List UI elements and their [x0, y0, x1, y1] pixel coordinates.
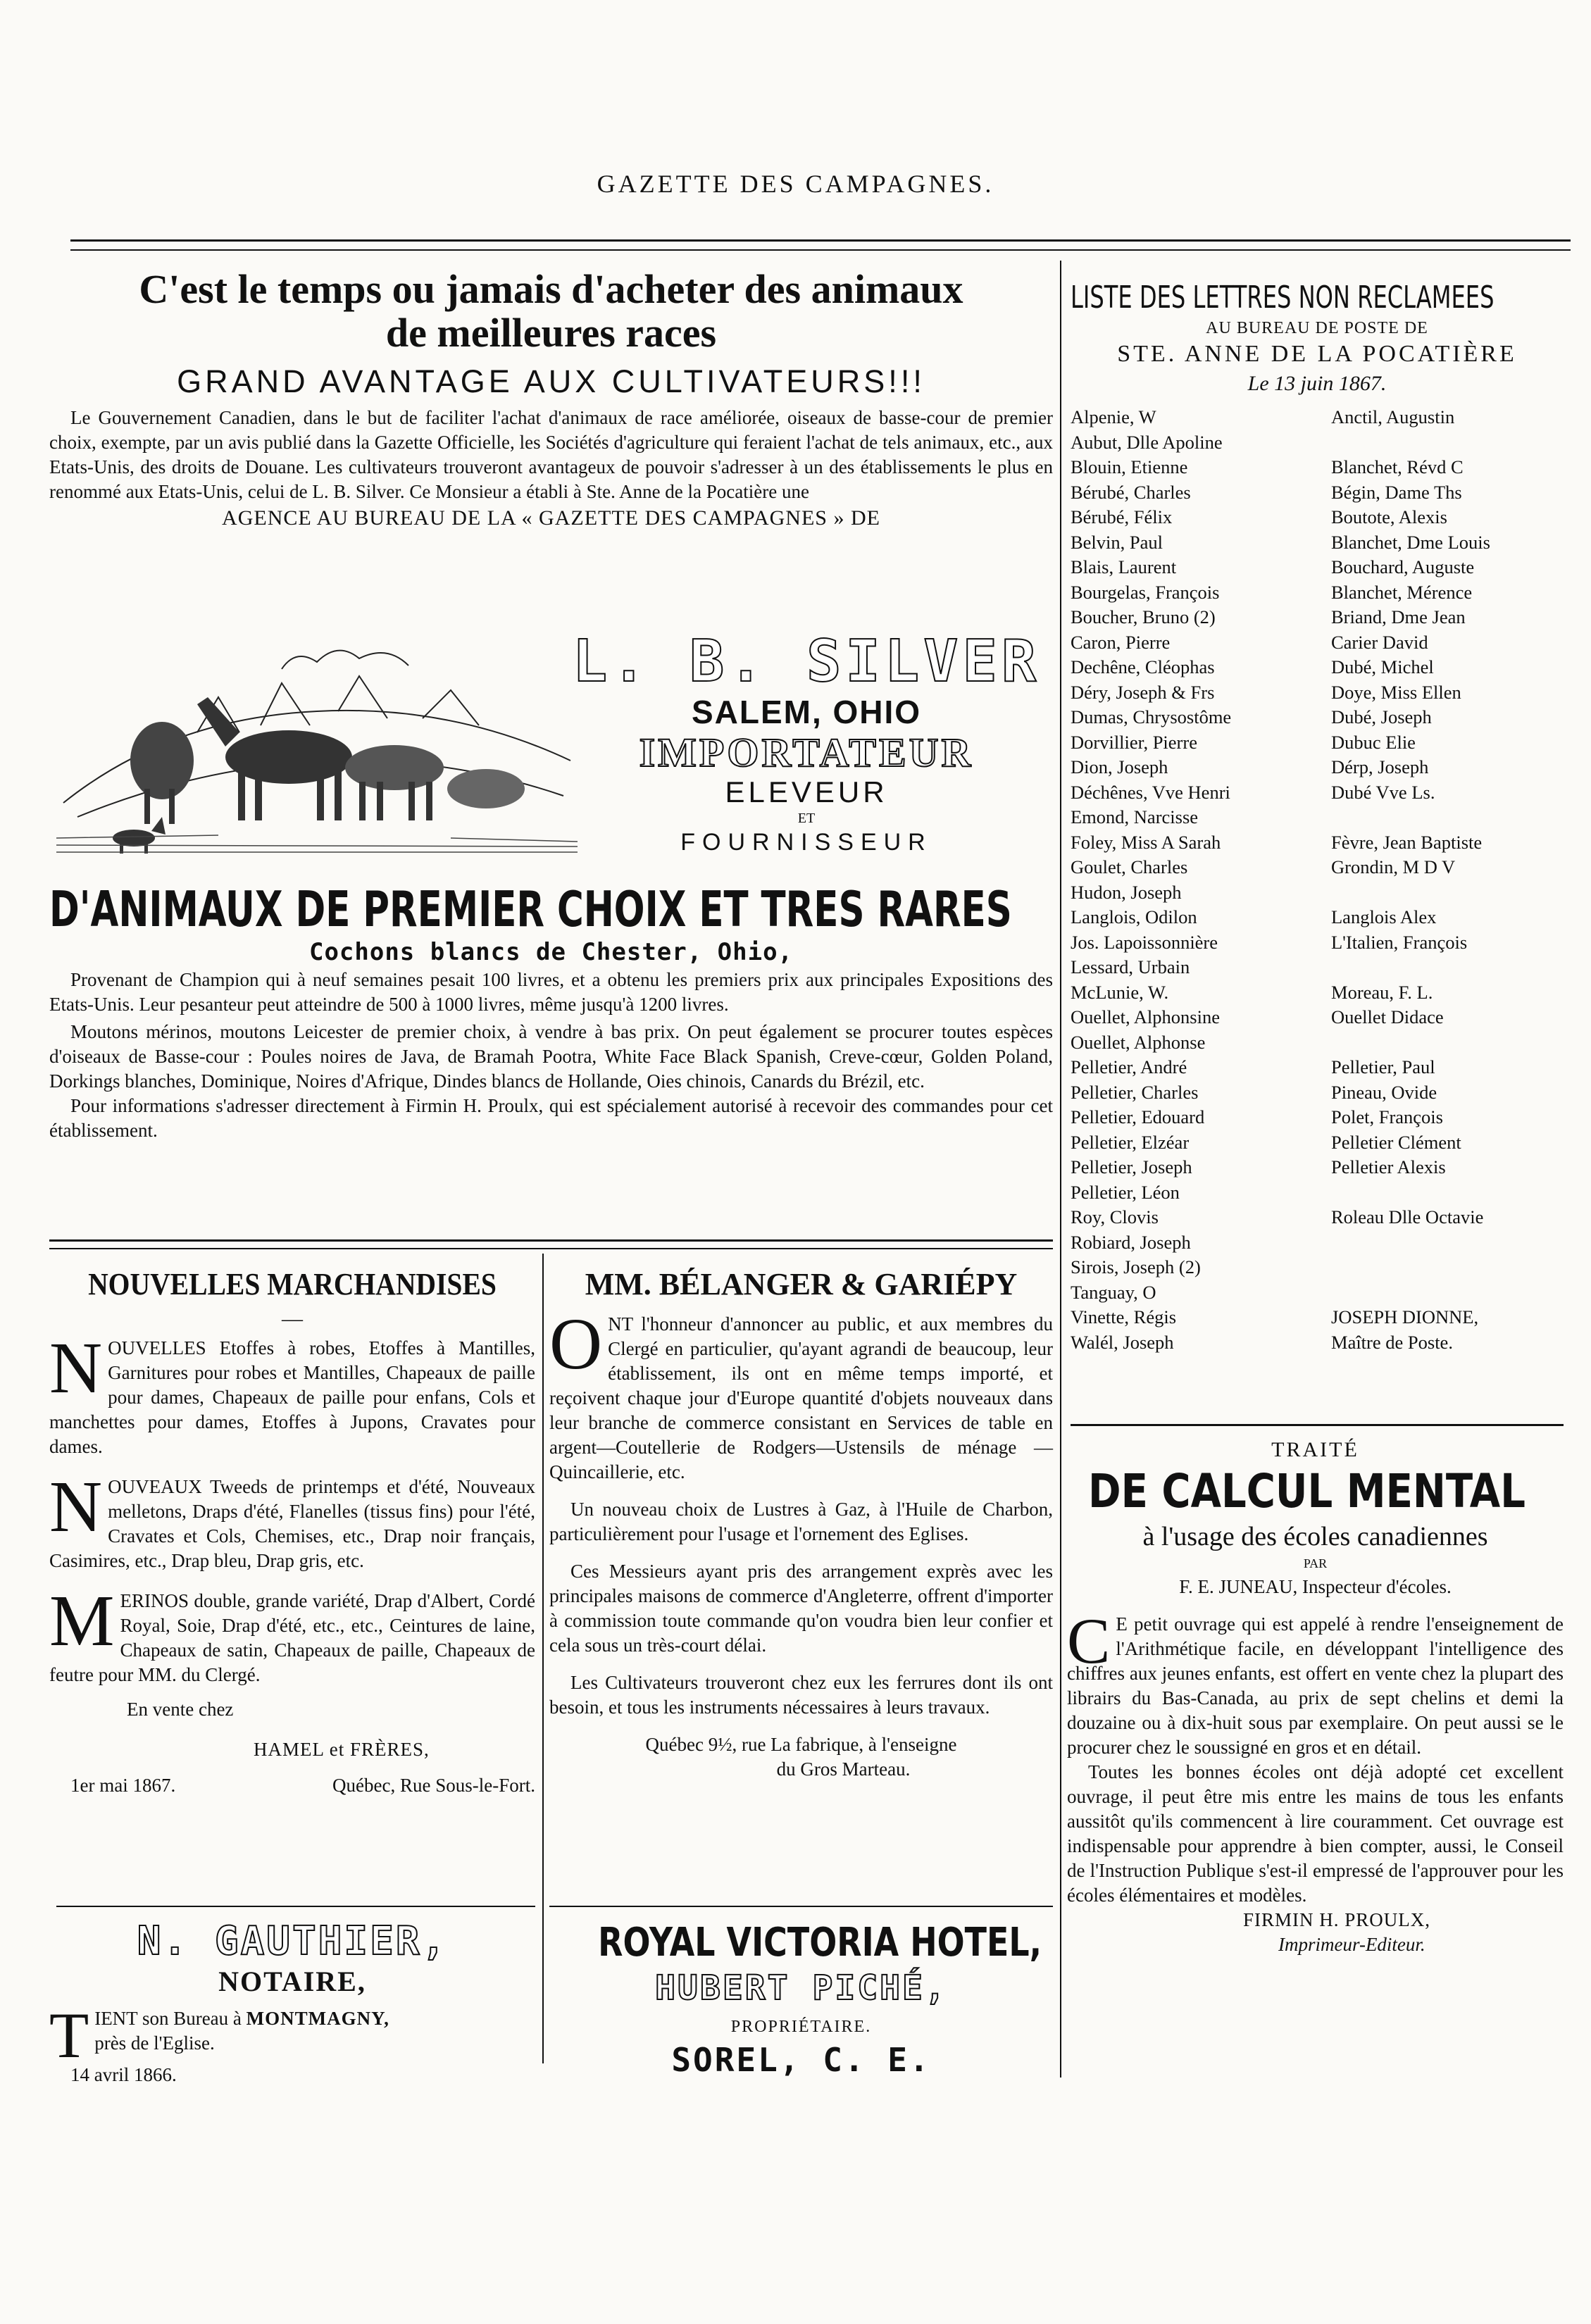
- belanger-para-3: Ces Messieurs ayant pris des arrangement exprès avec les principales maisons de commerce d'Angleterre, offrent d'importer à commission toute commande qu'on voudra bien leur confier et cela sous un très-court délai.: [549, 1561, 1053, 1656]
- letters-row: [1071, 1080, 1564, 1106]
- letters-name-left: Goulet, Charles: [1071, 856, 1188, 877]
- letters-row: [1071, 805, 1564, 830]
- letters-name-left: Jos. Lapoissonnière: [1071, 931, 1218, 953]
- traite-para-1: [1067, 1605, 1564, 1760]
- silver-para-4: Pour informations s'adresser directement à Firmin H. Proulx, qui est spécialement autorisé à recevoir des commandes pour cet établissement.: [49, 1095, 1053, 1141]
- letters-row: [1071, 830, 1564, 856]
- nouvelles-text-3: ERINOS double, grande variété, Drap d'Albert, Cordé Royal, Soie, Drap d'été, etc., etc., Ceintures de laine, Chapeaux de satin, Chapeaux de paille, Chapeaux de feutre pour MM. du Clergé.: [49, 1590, 535, 1685]
- gauthier-role: NOTAIRE,: [218, 1966, 366, 1997]
- nouvelles-para-2: [49, 1466, 535, 1573]
- letters-name-right: Dubuc Elie: [1331, 731, 1416, 753]
- letters-title: LISTE DES LETTRES NON RECLAMEES: [1071, 280, 1495, 316]
- letters-date: Le 13 juin 1867.: [1247, 372, 1387, 395]
- nouvelles-para-1: [49, 1327, 535, 1459]
- letters-row: [1071, 905, 1564, 930]
- letters-name-left: Dumas, Chrysostôme: [1071, 706, 1232, 727]
- letters-name-right: Blanchet, Révd C: [1331, 456, 1464, 477]
- hotel-ad: [549, 1919, 1053, 2081]
- silver-intro: Le Gouvernement Canadien, dans le but de faciliter l'achat d'animaux de race améliorée, oiseaux de basse-cour de premier choix, exempte, par un avis publié dans la Gazette Officielle, les Sociétés d'agriculture qui feraient l'achat de tels animaux, etc., aux Etats-Unis, des droits de Douane. Les cultivateurs trouveront avantageux de pouvoir s'adresser à un des établissements le plus en renommé aux Etats-Unis, celui de L. B. Silver. Ce Monsieur a établi à Ste. Anne de la Pocatière une: [49, 407, 1053, 502]
- letters-name-left: Pelletier, Charles: [1071, 1081, 1199, 1103]
- letters-name-right: Pineau, Ovide: [1331, 1081, 1437, 1103]
- letters-row: [1071, 530, 1564, 556]
- letters-name-right: Grondin, M D V: [1331, 856, 1456, 877]
- letters-name-right: [1331, 955, 1564, 980]
- letters-section: [1071, 278, 1564, 1355]
- silver-para-3: Moutons mérinos, moutons Leicester de premier choix, à vendre à bas prix. On peut également se procurer toutes espèces d'oiseaux de Basse-cour : Poules noires de Java, de Bramah Pootra, White Face Black Spanish, Creve-cœur, Golden Poland, Dorkings blanches, Dominique, Noires d'Afrique, Dindes blancs de Hollande, Oies chinois, Canards du Brézil, etc.: [49, 1021, 1053, 1092]
- belanger-rule: [549, 1906, 1053, 1907]
- letters-row: [1071, 680, 1564, 706]
- letters-row: [1071, 1180, 1564, 1206]
- letters-name-left: Foley, Miss A Sarah: [1071, 831, 1221, 853]
- letters-name-left: Aubut, Dlle Apoline: [1071, 431, 1223, 453]
- silver-city: SALEM, OHIO: [691, 694, 922, 730]
- hotel-title: ROYAL VICTORIA HOTEL,: [598, 1920, 1042, 1966]
- nouvelles-date: 1er mai 1867.: [70, 1775, 176, 1796]
- letters-name-right: Maître de Poste.: [1331, 1331, 1453, 1353]
- silver-importer: IMPORTATEUR: [639, 730, 974, 775]
- traite-title: DE CALCUL MENTAL: [1088, 1464, 1526, 1518]
- letters-row: [1071, 1005, 1564, 1030]
- letters-row: [1071, 880, 1564, 906]
- nouvelles-dash: —: [282, 1307, 303, 1330]
- letters-row: [1071, 1330, 1564, 1356]
- letters-name-left: Blais, Laurent: [1071, 556, 1177, 577]
- letters-name-left: Bérubé, Félix: [1071, 506, 1173, 527]
- letters-name-right: [1331, 880, 1564, 906]
- silver-bottom-rule-2: [49, 1248, 1053, 1249]
- letters-name-right: Roleau Dlle Octavie: [1331, 1206, 1484, 1227]
- letters-name-right: Anctil, Augustin: [1331, 406, 1455, 427]
- letters-name-left: Boucher, Bruno (2): [1071, 606, 1216, 627]
- column-divider-right: [1060, 261, 1061, 2078]
- silver-ad: [49, 268, 1053, 532]
- letters-name-left: Alpenie, W: [1071, 406, 1156, 427]
- letters-row: [1071, 1130, 1564, 1156]
- letters-row: [1071, 1305, 1564, 1330]
- letters-name-left: Dion, Joseph: [1071, 756, 1168, 777]
- letters-name-left: Langlois, Odilon: [1071, 906, 1197, 927]
- silver-et: ET: [797, 811, 816, 826]
- hotel-owner: HUBERT PICHÉ,: [655, 1968, 947, 2008]
- letters-name-left: Sirois, Joseph (2): [1071, 1256, 1201, 1277]
- page-header-title: GAZETTE DES CAMPAGNES.: [597, 170, 994, 198]
- silver-lower-block: [49, 880, 1053, 1143]
- letters-name-right: Dérp, Joseph: [1331, 756, 1429, 777]
- belanger-dropcap: O: [549, 1304, 603, 1385]
- letters-name-left: Bérubé, Charles: [1071, 481, 1191, 503]
- header-rule-top: [70, 239, 1571, 242]
- letters-name-right: [1331, 1030, 1564, 1056]
- gauthier-date: 14 avril 1866.: [70, 2064, 177, 2085]
- letters-name-left: Belvin, Paul: [1071, 531, 1163, 553]
- letters-row: [1071, 605, 1564, 630]
- silver-pigs-line: Cochons blancs de Chester, Ohio,: [308, 938, 794, 966]
- letters-row: [1071, 980, 1564, 1006]
- letters-row: [1071, 430, 1564, 456]
- letters-name-right: Moreau, F. L.: [1331, 981, 1433, 1003]
- belanger-text-1: NT l'honneur d'annoncer au public, et aux membres du Clergé en particulier, qu'ayant agrandi de beaucoup, leur établissement, ils ont en même temps importé, et reçoivent chaque jour d'Europe quantité d'objets nouveaux dans leur branche de commerce consistant en Services de table en argent—Coutellerie de Rodgers—Ustensils de ménage — Quincaillerie, etc.: [549, 1313, 1053, 1482]
- gauthier-text-a: IENT son Bureau à: [94, 2008, 247, 2029]
- letters-sub-2: STE. ANNE DE LA POCATIÈRE: [1117, 341, 1517, 367]
- traite-kicker: TRAITÉ: [1271, 1438, 1359, 1461]
- traite-role: Imprimeur-Editeur.: [1278, 1934, 1425, 1955]
- nouvelles-rule: [56, 1906, 535, 1907]
- gauthier-town: MONTMAGNY,: [246, 2008, 389, 2029]
- letters-name-right: Fèvre, Jean Baptiste: [1331, 831, 1483, 853]
- letters-row: [1071, 930, 1564, 956]
- letters-name-right: Pelletier Clément: [1331, 1131, 1461, 1153]
- letters-row: [1071, 405, 1564, 430]
- traite-author: F. E. JUNEAU, Inspecteur d'écoles.: [1179, 1576, 1452, 1597]
- traite-signature: FIRMIN H. PROULX,: [1243, 1909, 1431, 1930]
- letters-name-left: Walél, Joseph: [1071, 1331, 1174, 1353]
- letters-name-left: Blouin, Etienne: [1071, 456, 1188, 477]
- letters-row: [1071, 480, 1564, 506]
- letters-name-right: [1331, 805, 1564, 830]
- letters-sub-1: AU BUREAU DE POSTE DE: [1206, 319, 1428, 337]
- letters-name-right: [1331, 430, 1564, 456]
- silver-para-2: Provenant de Champion qui à neuf semaines pesait 100 livres, et a obtenu les premiers prix aux principales Expositions des Etats-Unis. Leur pesanteur peut atteindre de 500 à 1000 livres, même jusqu'à 1200 livres.: [49, 969, 1053, 1015]
- nouvelles-ad: [49, 1264, 535, 1798]
- silver-headline-2: de meilleures races: [385, 310, 717, 356]
- livestock-engraving: [56, 627, 578, 859]
- header-rule-bottom: [70, 249, 1571, 251]
- traite-par: PAR: [1303, 1556, 1328, 1570]
- letters-name-right: Dubé, Joseph: [1331, 706, 1432, 727]
- nouvelles-dropcap-2: N: [49, 1466, 103, 1547]
- letters-row: [1071, 855, 1564, 880]
- nouvelles-address: Québec, Rue Sous-le-Fort.: [332, 1775, 535, 1796]
- letters-name-left: Ouellet, Alphonse: [1071, 1031, 1206, 1053]
- letters-row: [1071, 1230, 1564, 1256]
- nouvelles-footer: [49, 1773, 535, 1798]
- nouvelles-dropcap-3: M: [49, 1580, 115, 1661]
- silver-supplier: FOURNISSEUR: [680, 829, 932, 856]
- letters-name-left: Bourgelas, François: [1071, 581, 1220, 603]
- silver-bottom-rule: [49, 1239, 1053, 1242]
- letters-name-left: Dechêne, Cléophas: [1071, 656, 1215, 677]
- gauthier-text-b: près de l'Eglise.: [94, 2032, 215, 2054]
- letters-name-left: Pelletier, Léon: [1071, 1181, 1180, 1203]
- letters-list: [1071, 405, 1564, 1355]
- letters-name-left: Pelletier, Joseph: [1071, 1156, 1192, 1177]
- letters-name-right: Dubé, Michel: [1331, 656, 1434, 677]
- letters-row: [1071, 1155, 1564, 1180]
- gauthier-text: [49, 1999, 535, 2071]
- letters-name-left: Caron, Pierre: [1071, 631, 1171, 653]
- belanger-para-2: Un nouveau choix de Lustres à Gaz, à l'Huile de Charbon, particulièrement pour l'usage et l'ornement des Eglises.: [549, 1499, 1053, 1544]
- silver-right-block: [563, 630, 1049, 857]
- letters-row: [1071, 655, 1564, 680]
- belanger-address-2: du Gros Marteau.: [776, 1758, 911, 1780]
- letters-row: [1071, 1255, 1564, 1280]
- letters-row: [1071, 1055, 1564, 1080]
- letters-name-right: JOSEPH DIONNE,: [1331, 1306, 1479, 1327]
- letters-name-right: [1331, 1230, 1564, 1256]
- traite-dropcap: C: [1067, 1605, 1111, 1677]
- traite-text-1: E petit ouvrage qui est appelé à rendre l'enseignement de l'Arithmétique facile, en développant l'intelligence des chiffres aux jeunes enfants, est offert en vente chez la plupart des librairs du Bas-Canada, au prix de sept chelins et demi la douzaine ou à dix-huit sous par exemplaire. On peut aussi se le procurer chez le soussigné en gros et en détail.: [1067, 1613, 1564, 1758]
- letters-name-right: Bouchard, Auguste: [1331, 556, 1475, 577]
- letters-name-left: Pelletier, André: [1071, 1056, 1187, 1077]
- nouvelles-text-1: OUVELLES Etoffes à robes, Etoffes à Mantilles, Garnitures pour robes et Mantilles, Chapeaux de paille pour dames, Chapeaux de paille pour enfans, Cols et manchettes pour dames, Etoffes à Jupons, Cravates pour dames.: [49, 1337, 535, 1457]
- nouvelles-firm: HAMEL et FRÈRES,: [254, 1739, 430, 1760]
- gauthier-name: N. GAUTHIER,: [137, 1918, 448, 1964]
- letters-name-right: [1331, 1180, 1564, 1206]
- traite-ad: [1067, 1437, 1564, 1957]
- letters-row: [1071, 630, 1564, 656]
- letters-name-right: Langlois Alex: [1331, 906, 1437, 927]
- letters-name-right: Pelletier Alexis: [1331, 1156, 1446, 1177]
- letters-name-right: Briand, Dme Jean: [1331, 606, 1466, 627]
- column-divider-middle: [542, 1254, 544, 2063]
- letters-name-left: Déry, Joseph & Frs: [1071, 681, 1215, 703]
- letters-name-right: [1331, 1280, 1564, 1306]
- belanger-para-1: [549, 1304, 1053, 1485]
- letters-name-left: Emond, Narcisse: [1071, 806, 1199, 827]
- letters-name-left: Pelletier, Elzéar: [1071, 1131, 1190, 1153]
- silver-name: L. B. SILVER: [572, 628, 1041, 695]
- letters-row: [1071, 1105, 1564, 1130]
- silver-headline-1: C'est le temps ou jamais d'acheter des animaux: [139, 266, 963, 312]
- belanger-title: MM. BÉLANGER & GARIÉPY: [585, 1267, 1018, 1301]
- letters-row: [1071, 730, 1564, 756]
- letters-name-left: Roy, Clovis: [1071, 1206, 1159, 1227]
- letters-name-left: Ouellet, Alphonsine: [1071, 1006, 1220, 1027]
- letters-name-right: Blanchet, Dme Louis: [1331, 531, 1490, 553]
- letters-name-right: Bégin, Dame Ths: [1331, 481, 1462, 503]
- nouvelles-para-3: [49, 1580, 535, 1687]
- belanger-address-1: Québec 9½, rue La fabrique, à l'enseigne: [645, 1734, 957, 1755]
- letters-name-right: [1331, 1255, 1564, 1280]
- letters-name-right: Pelletier, Paul: [1331, 1056, 1435, 1077]
- letters-row: [1071, 1205, 1564, 1230]
- letters-name-left: Déchênes, Vve Henri: [1071, 781, 1230, 803]
- belanger-para-4: Les Cultivateurs trouveront chez eux les ferrures dont ils ont besoin, et tous les instruments nécessaires à leurs travaux.: [549, 1672, 1053, 1718]
- nouvelles-dropcap-1: N: [49, 1327, 103, 1408]
- letters-row: [1071, 780, 1564, 806]
- silver-agency-line: AGENCE AU BUREAU DE LA « GAZETTE DES CAMPAGNES » DE: [222, 506, 880, 530]
- letters-name-right: Blanchet, Mérence: [1331, 581, 1473, 603]
- nouvelles-sale: En vente chez: [127, 1699, 234, 1720]
- letters-row: [1071, 580, 1564, 606]
- letters-name-right: Boutote, Alexis: [1331, 506, 1447, 527]
- letters-row: [1071, 705, 1564, 730]
- letters-row: [1071, 755, 1564, 780]
- belanger-ad: [549, 1264, 1053, 1782]
- gauthier-dropcap: T: [49, 1999, 89, 2071]
- traite-para-2: Toutes les bonnes écoles ont déjà adopté cet excellent ouvrage, il peut être mis entre les mains de tous les enfants aussitôt qu'ils commencent à lire couramment. Cet ouvrage est indispensable pour apprendre à bien compter, aussi, le Conseil de l'Instruction Publique s'est-il empressé de l'approuver pour les écoles élémentaires et modèles.: [1067, 1761, 1564, 1906]
- letters-name-right: Ouellet Didace: [1331, 1006, 1444, 1027]
- letters-row: [1071, 955, 1564, 980]
- silver-subhead: GRAND AVANTAGE AUX CULTIVATEURS!!!: [177, 363, 925, 399]
- letters-name-right: Dubé Vve Ls.: [1331, 781, 1435, 803]
- traite-subtitle: à l'usage des écoles canadiennes: [1142, 1522, 1488, 1551]
- letters-row: [1071, 455, 1564, 480]
- hotel-role: PROPRIÉTAIRE.: [730, 2018, 872, 2036]
- letters-name-left: Hudon, Joseph: [1071, 881, 1182, 903]
- nouvelles-title: NOUVELLES MARCHANDISES: [88, 1267, 497, 1301]
- letters-name-left: Tanguay, O: [1071, 1281, 1156, 1303]
- gauthier-ad: [49, 1919, 535, 2087]
- letters-name-left: McLunie, W.: [1071, 981, 1169, 1003]
- letters-name-right: L'Italien, François: [1331, 931, 1468, 953]
- letters-name-left: Lessard, Urbain: [1071, 956, 1190, 977]
- letters-name-left: Robiard, Joseph: [1071, 1231, 1191, 1253]
- letters-row: [1071, 1030, 1564, 1056]
- letters-name-left: Pelletier, Edouard: [1071, 1106, 1205, 1127]
- letters-rule: [1071, 1424, 1564, 1426]
- silver-breeder: ELEVEUR: [725, 775, 888, 808]
- nouvelles-text-2: OUVEAUX Tweeds de printemps et d'été, Nouveaux melletons, Draps d'été, Flanelles (tissus fins) pour l'été, Cravates et Cols, Chemises, etc., Drap noir français, Casimires, etc., Drap bleu, Drap gris, etc.: [49, 1476, 535, 1571]
- letters-name-left: Dorvillier, Pierre: [1071, 731, 1197, 753]
- silver-big-line: D'ANIMAUX DE PREMIER CHOIX ET TRES RARES: [49, 881, 1012, 938]
- letters-row: [1071, 555, 1564, 580]
- letters-name-right: Carier David: [1331, 631, 1428, 653]
- hotel-city: SOREL, C. E.: [671, 2041, 931, 2079]
- letters-name-right: Doye, Miss Ellen: [1331, 681, 1461, 703]
- letters-row: [1071, 1280, 1564, 1306]
- letters-name-right: Polet, François: [1331, 1106, 1443, 1127]
- letters-name-left: Vinette, Régis: [1071, 1306, 1177, 1327]
- letters-row: [1071, 505, 1564, 530]
